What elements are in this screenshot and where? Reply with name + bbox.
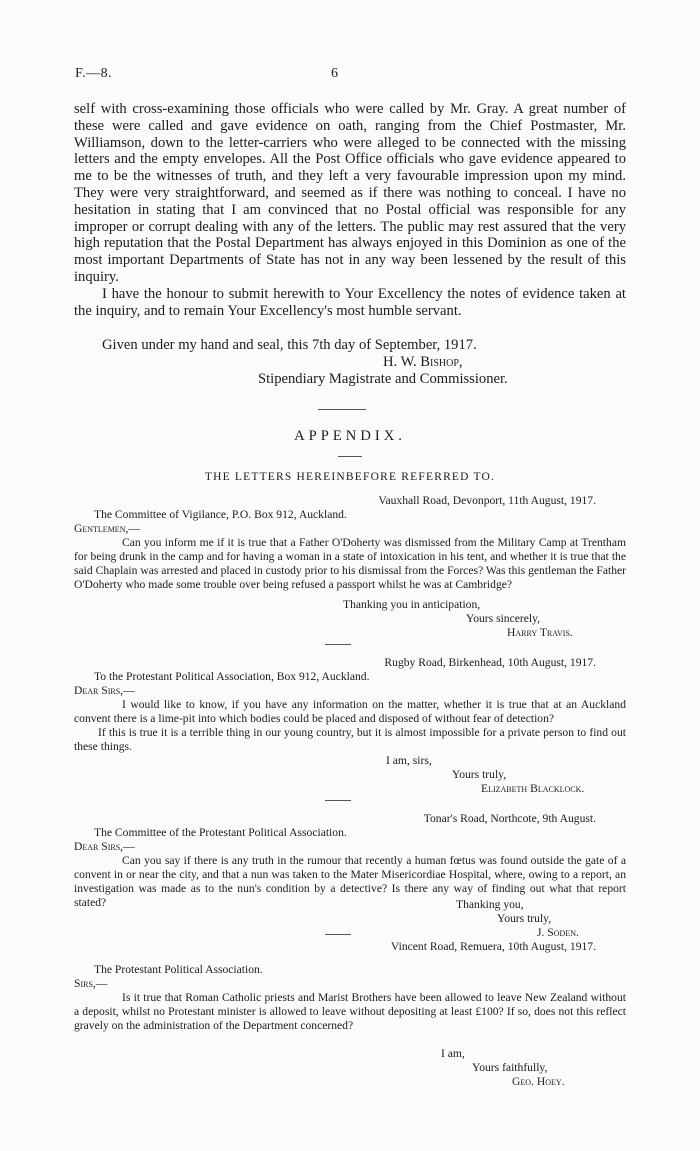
letter-divider [325,644,351,645]
letter-salutation: Gentlemen,— [74,522,140,535]
letter-paragraph: I would like to know, if you have any information on the matter, whether it is true that at an Auckland convent there is a lime-pit into which bodies could be placed and disposed of without fear of detection? [74,698,626,725]
letter-body [74,854,626,910]
letter-body [74,536,626,592]
section-divider [338,456,362,457]
letter-paragraph: Is it true that Roman Catholic priests and Marist Brothers have been allowed to leave New Zealand without a deposit, whilst no Protestant minister is allowed to leave without depositing at least £100? If so, does not this reflect gravely on the administration of the Department concerned? [74,991,626,1032]
letter-closing: I am, [441,1047,465,1060]
letter-closing: Yours faithfully, [472,1061,548,1074]
given-under-hand-line: Given under my hand and seal, this 7th day of September, 1917. [102,337,477,353]
report-paragraph: I have the honour to submit herewith to Your Excellency the notes of evidence taken at the inquiry, and to remain Your Excellency's most humble servant. [74,285,626,319]
appendix-title: APPENDIX. [294,428,406,444]
section-divider [318,409,366,410]
letter-closing: Thanking you, [456,898,524,911]
letter-closing: Yours truly, [452,768,507,781]
letter-address: Tonar's Road, Northcote, 9th August. [423,812,596,825]
commissioner-title: Stipendiary Magistrate and Commissioner. [258,371,508,387]
commissioner-signature: H. W. Bishop, [383,354,463,370]
letter-signature: Geo. Hoey. [512,1075,565,1088]
letter-salutation: Dear Sirs,— [74,684,135,697]
letter-address: Vincent Road, Remuera, 10th August, 1917. [390,940,596,953]
letter-salutation: Dear Sirs,— [74,840,135,853]
letter-signature: J. Soden. [537,926,579,939]
letter-closing: I am, sirs, [386,754,432,767]
document-reference: F.—8. [75,66,113,81]
letter-signature: Elizabeth Blacklock. [481,782,585,795]
letter-closing: Thanking you in anticipation, [343,598,481,611]
letter-closing: Yours truly, [497,912,552,925]
letter-divider [325,934,351,935]
letter-paragraph: Can you say if there is any truth in the rumour that recently a human fœtus was found outside the gate of a convent in or near the city, and that a nun was taken to the Mater Misericordiae Hospital, where, owing to a report, an investigation was made as to the nun's condition by a detective? Is there any way of finding out what that report stated? [74,854,626,909]
letter-divider [325,800,351,801]
appendix-subtitle: THE LETTERS HEREINBEFORE REFERRED TO. [204,471,496,483]
page-number: 6 [331,66,338,81]
letter-closing: Yours sincerely, [466,612,541,625]
letter-body [74,991,626,1033]
letter-address: Vauxhall Road, Devonport, 11th August, 1917. [378,494,596,507]
letter-paragraph: If this is true it is a terrible thing in our young country, but it is almost impossible for a private person to find out these things. [74,725,626,753]
letter-recipient: The Committee of Vigilance, P.O. Box 912, Auckland. [94,508,347,521]
report-paragraph: self with cross-examining those officials who were called by Mr. Gray. A great number of these were called and gave evidence on oath, ranging from the Chief Postmaster, Mr. Williamson, down to the letter-carriers who were alleged to be connected with the missing letters and the empty envelopes. All the Post Office officials who gave evidence appeared to me to be the witnesses of truth, and they left a very favourable impression upon my mind. They were very straightforward, and seemed as if there was nothing to conceal. I have no hesitation in stating that I am convinced that no Postal official was responsible for any improper or corrupt dealing with any of the letters. The public may rest assured that the very high reputation that the Postal Department has always enjoyed in this Dominion as one of the most important Departments of State has not in any way been lessened by the result of this inquiry. [74,101,626,285]
letter-salutation: Sirs,— [74,977,108,990]
report-body [74,101,626,319]
letter-body [74,698,626,754]
letter-recipient: The Protestant Political Association. [94,963,263,976]
letter-signature: Harry Travis. [507,626,573,639]
letter-recipient: To the Protestant Political Association, Box 912, Auckland. [94,670,370,683]
letter-address: Rugby Road, Birkenhead, 10th August, 1917. [384,656,596,669]
letter-paragraph: Can you inform me if it is true that a Father O'Doherty was dismissed from the Military Camp at Trentham for being drunk in the camp and for having a woman in a state of intoxication in his tent, and whether it is true that the said Chaplain was arrested and placed in custody prior to his dismissal from the Forces? Was this gentleman the Father O'Doherty who made some trouble over being refused a passport whilst he was at Cambridge? [74,536,626,591]
letter-recipient: The Committee of the Protestant Political Association. [94,826,347,839]
